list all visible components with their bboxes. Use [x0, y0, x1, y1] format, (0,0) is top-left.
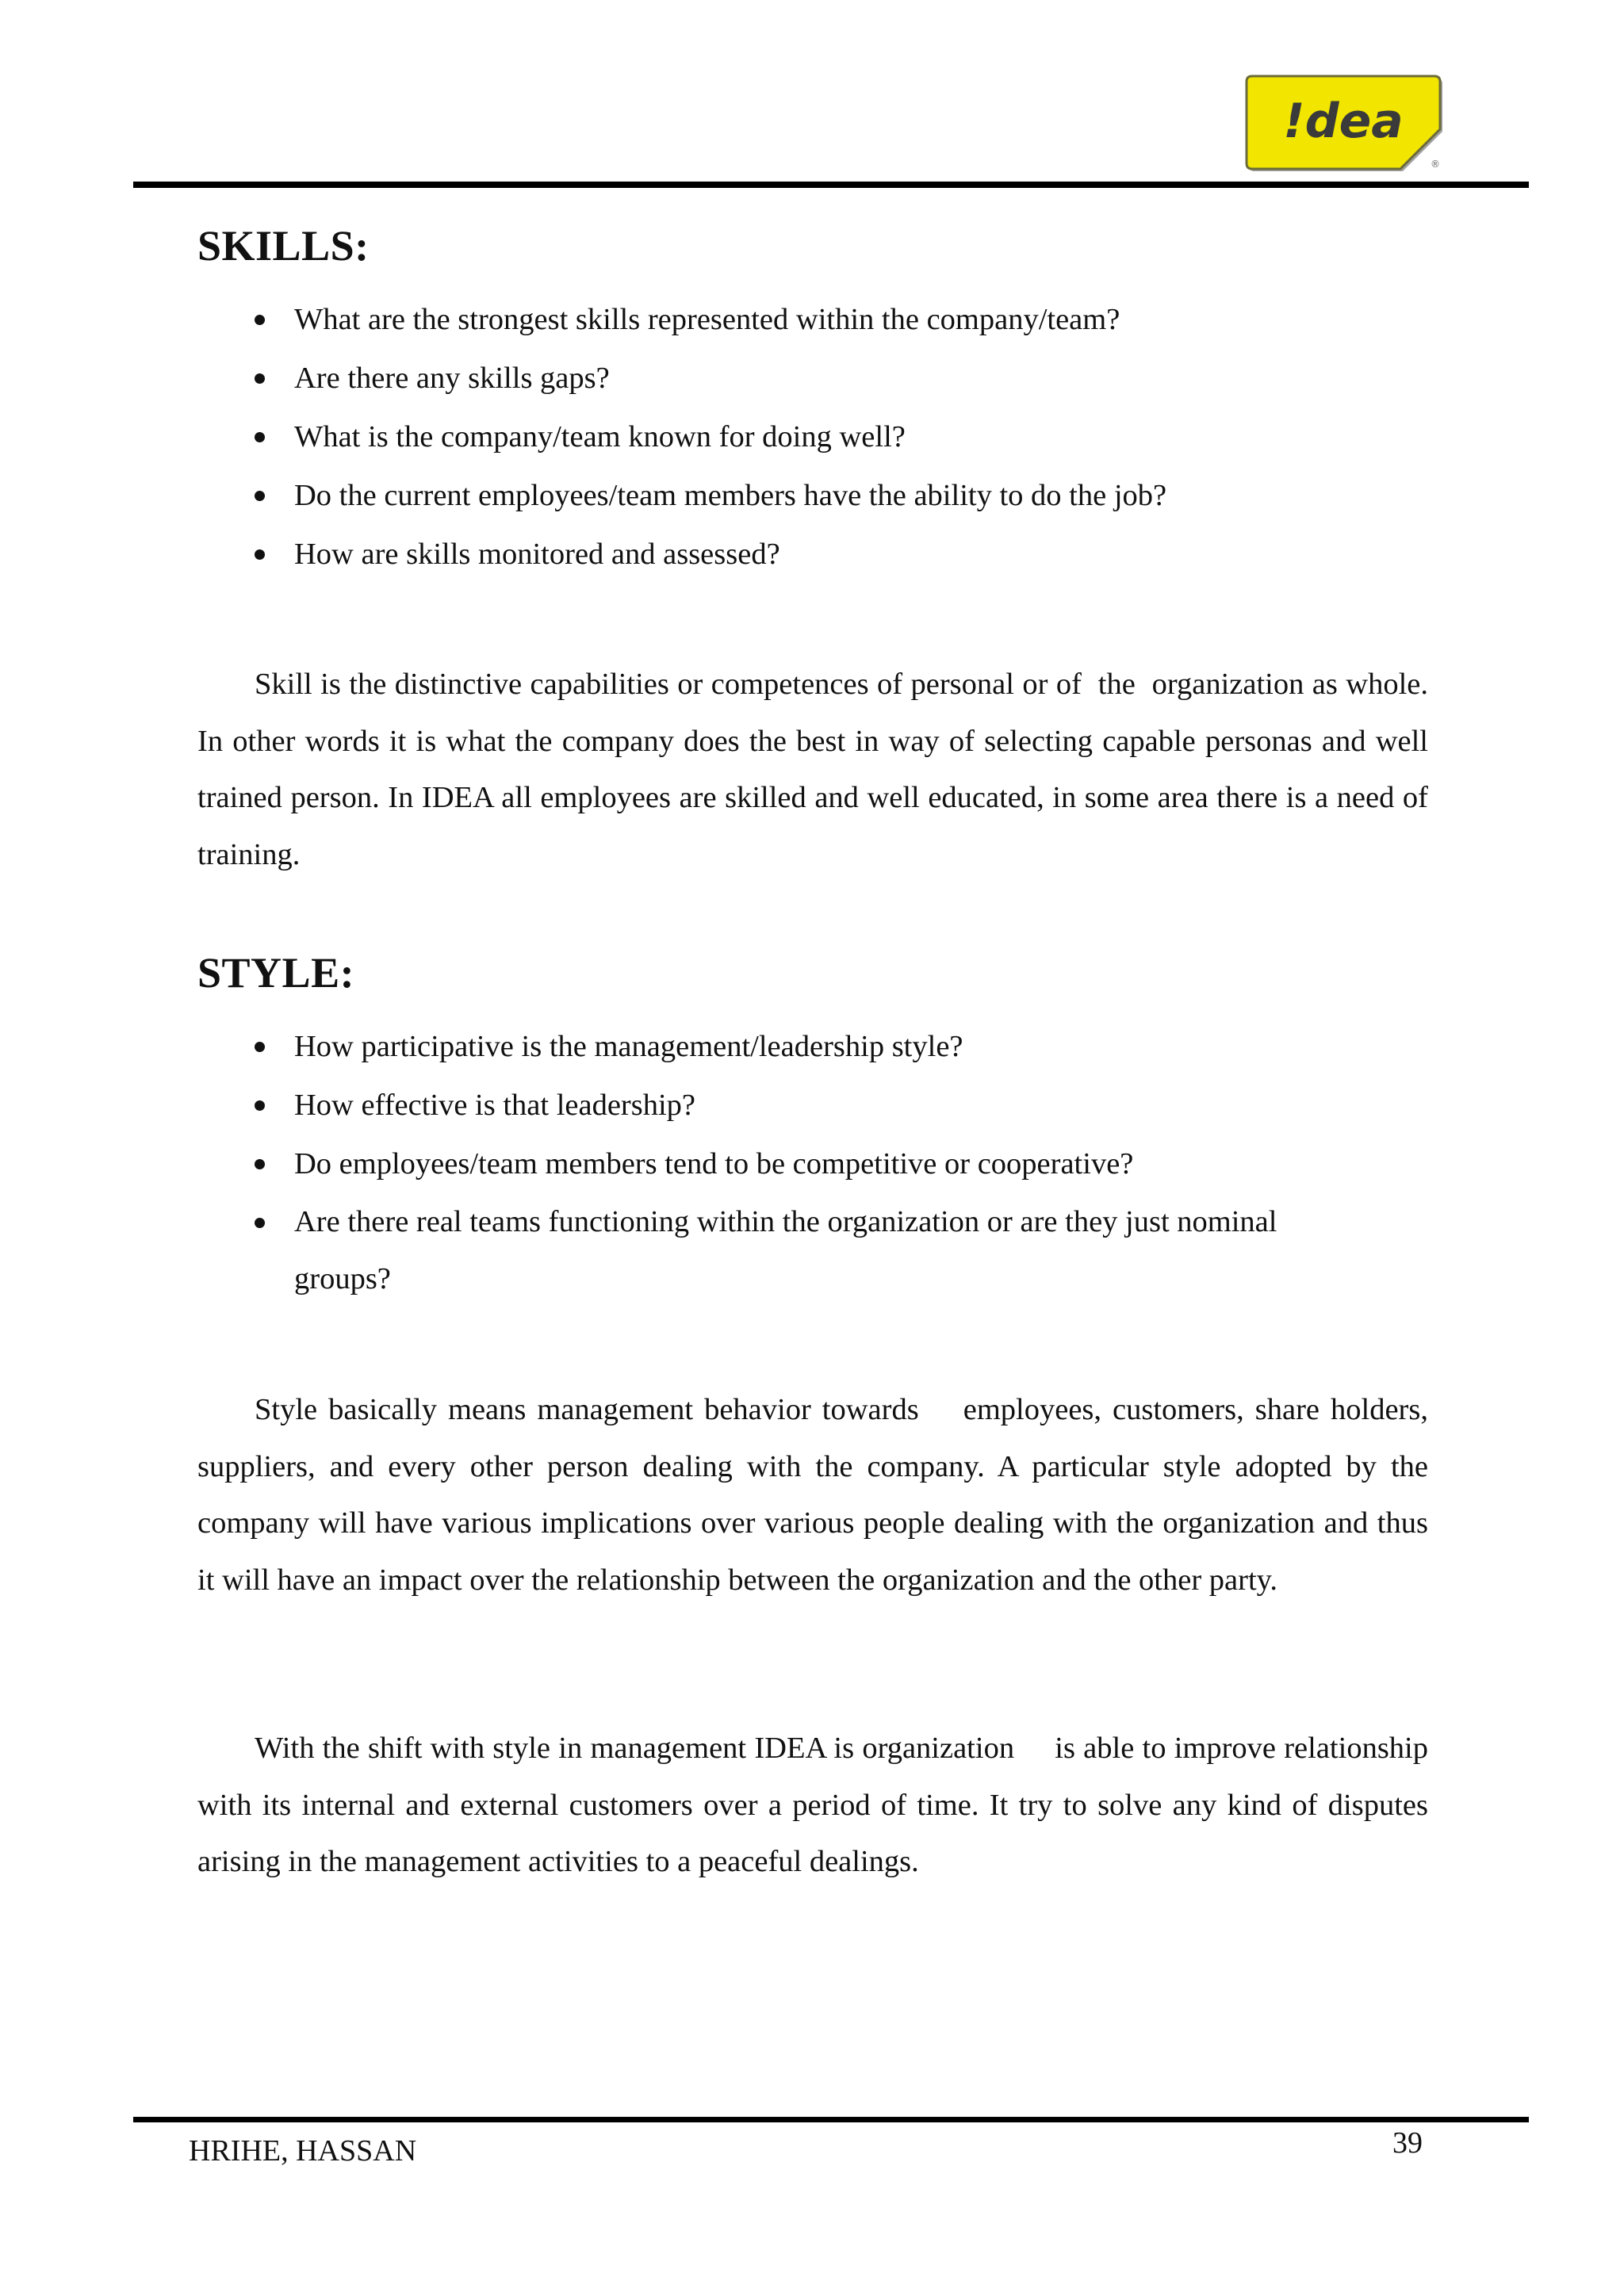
bullet-icon [255, 1042, 265, 1052]
list-item: How are skills monitored and assessed? [197, 525, 1428, 584]
list-item: Do the current employees/team members have the ability to do the job? [197, 466, 1428, 525]
logo-text: !dea [1283, 94, 1404, 149]
list-item: Are there real teams functioning within the organization or are they just nominal groups? [197, 1193, 1428, 1307]
svg-text:®: ® [1431, 159, 1440, 170]
header-divider [133, 182, 1529, 188]
bullet-icon [255, 549, 265, 560]
page-number: 39 [1392, 2126, 1423, 2160]
bullet-icon [255, 491, 265, 501]
list-item: What is the company/team known for doing well? [197, 408, 1428, 466]
style-bullet-list [197, 1017, 1428, 1307]
skills-bullet-list [197, 290, 1428, 584]
style-paragraph-2: With the shift with style in management IDEA is organization is able to improve relationship with its internal and external customers over a period of time. It try to solve any kind of disputes arising in the management activities to a peaceful dealings. [197, 1732, 1436, 1878]
style-paragraph-1: Style basically means management behavior towards employees, customers, share holders, suppliers, and every other person dealing with the company. A particular style adopted by the company will have various implications over various people dealing with the organization and thus it will have an impact over the relationship between the organization and the other party. [197, 1393, 1436, 1597]
skills-heading: SKILLS: [197, 222, 370, 270]
bullet-icon [255, 432, 265, 442]
footer-divider [133, 2117, 1529, 2122]
idea-logo [1242, 74, 1445, 172]
skills-paragraph: Skill is the distinctive capabilities or competences of personal or of the organization as whole. In other words it is what the company does the best in way of selecting capable personas and well trained person. In IDEA all employees are skilled and well educated, in some area there is a need of training. [197, 668, 1436, 871]
list-item: How effective is that leadership? [197, 1076, 1428, 1135]
list-item: Do employees/team members tend to be competitive or cooperative? [197, 1135, 1428, 1193]
bullet-icon [255, 373, 265, 384]
list-item: What are the strongest skills represented within the company/team? [197, 290, 1428, 349]
bullet-icon [255, 315, 265, 325]
list-item: Are there any skills gaps? [197, 349, 1428, 408]
list-item: How participative is the management/leadership style? [197, 1017, 1428, 1076]
bullet-icon [255, 1100, 265, 1111]
style-heading: STYLE: [197, 949, 355, 997]
bullet-icon [255, 1218, 265, 1228]
footer-author: HRIHE, HASSAN [189, 2134, 417, 2168]
bullet-icon [255, 1159, 265, 1169]
